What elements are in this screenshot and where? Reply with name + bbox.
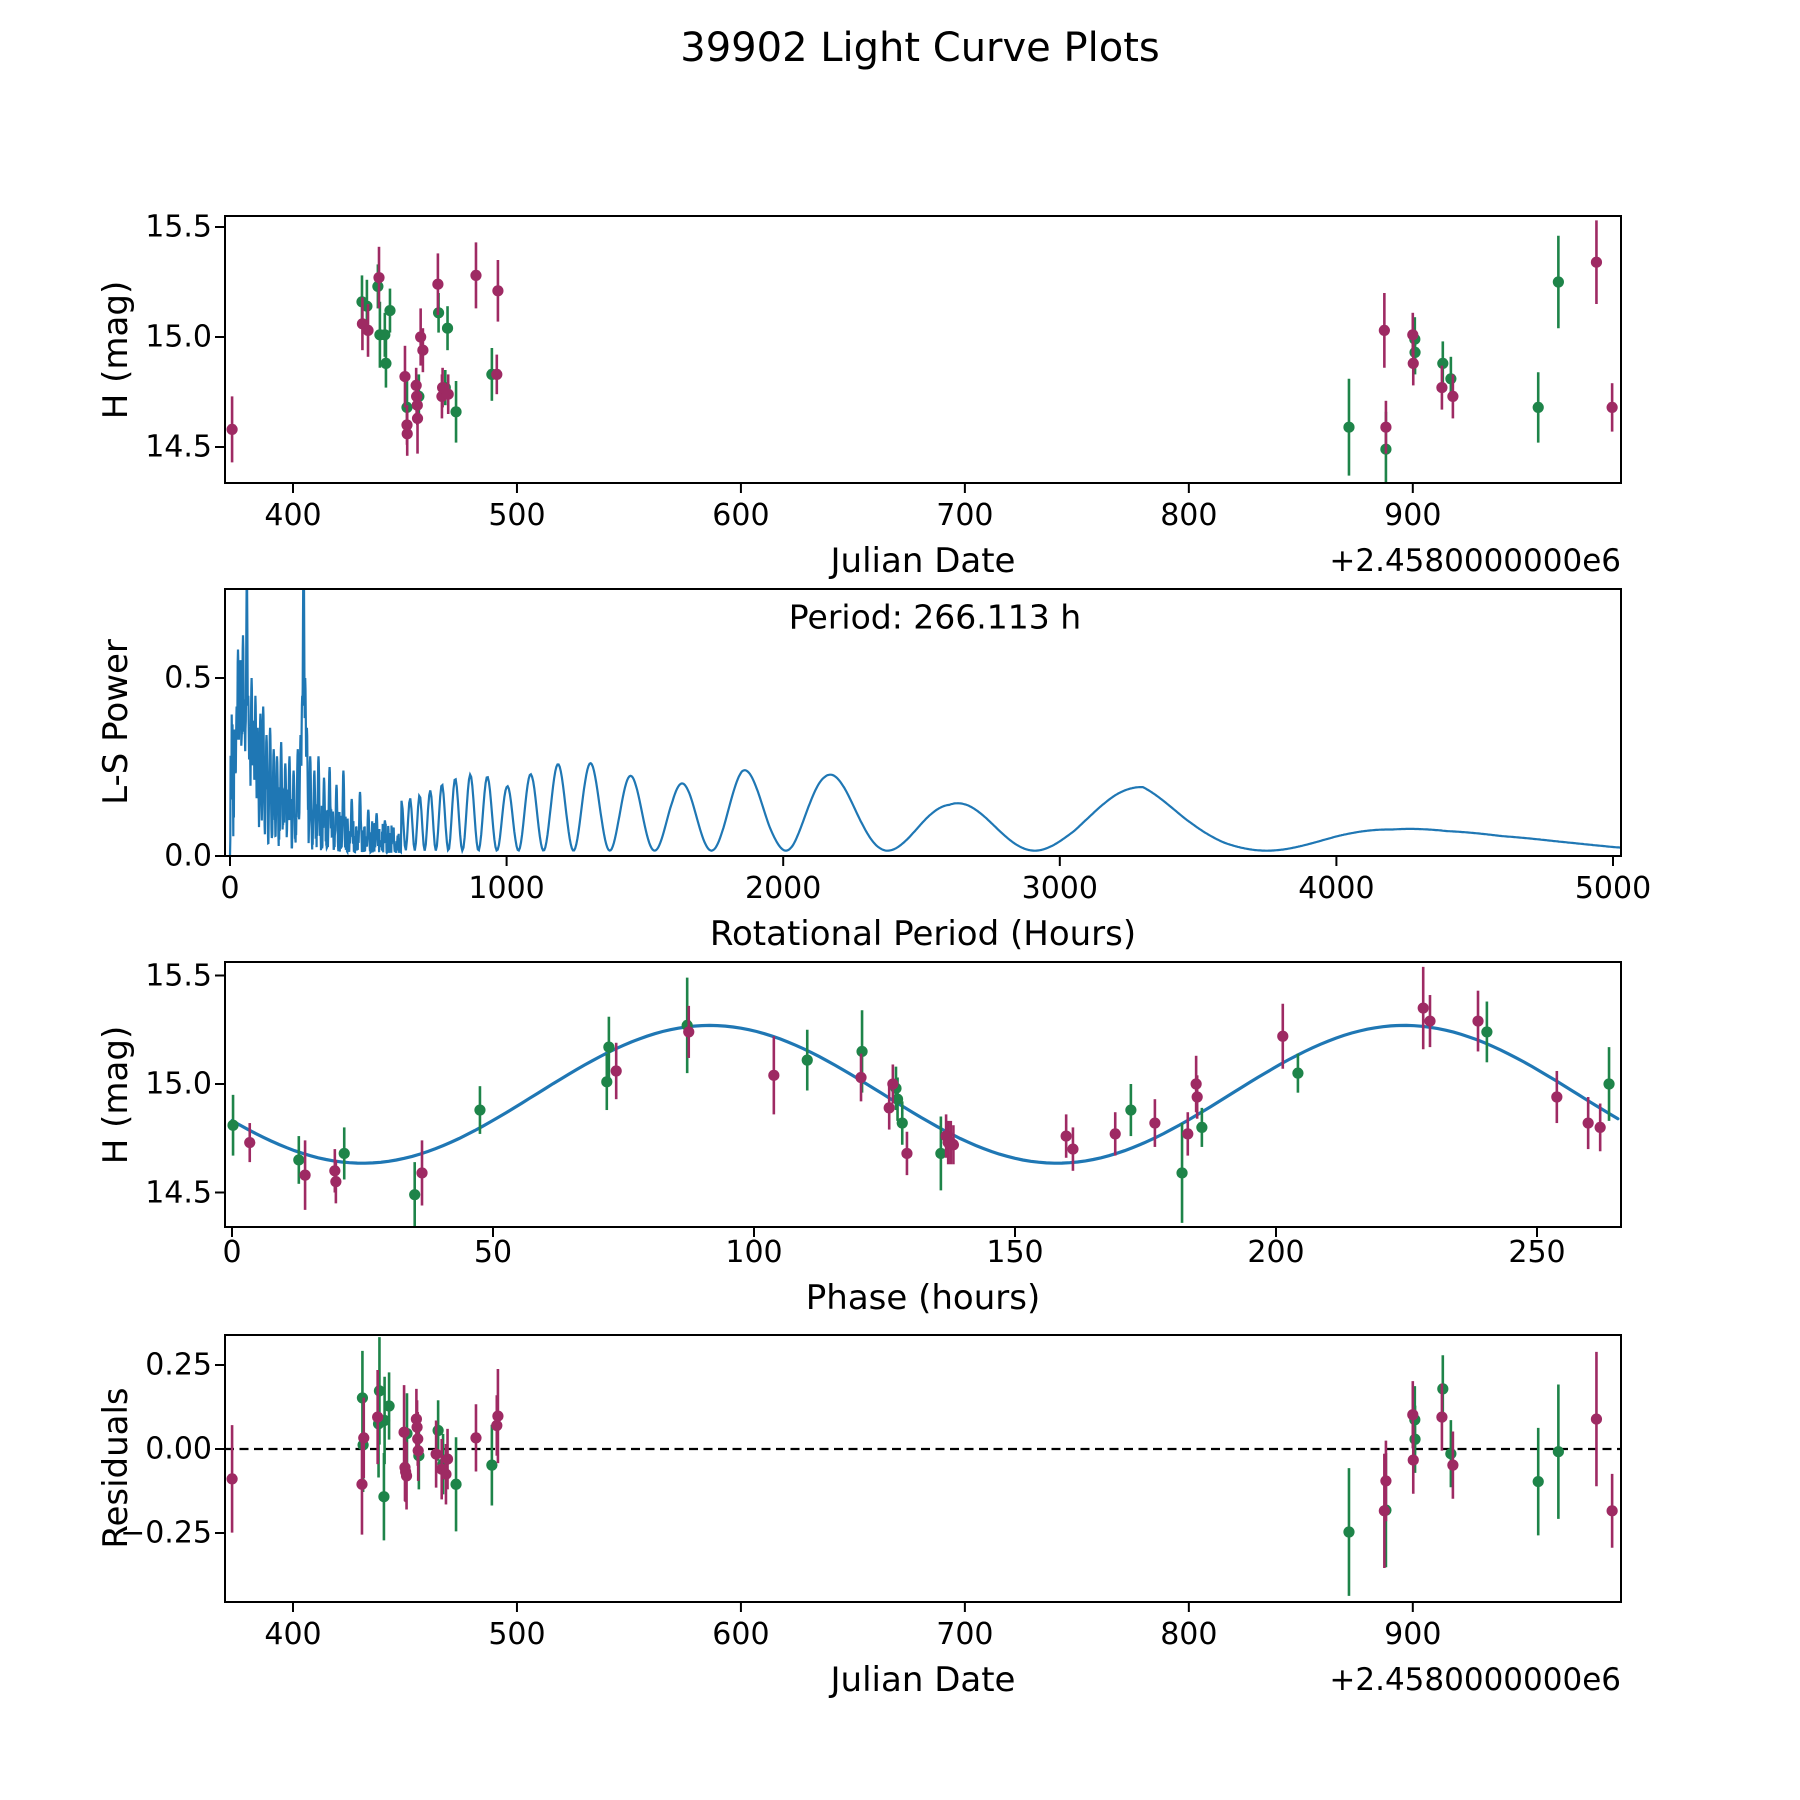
panel1-xtick-700: 700 — [936, 498, 994, 533]
panel2-xtick-4000: 4000 — [1298, 871, 1375, 906]
panel3-xlabel: Phase (hours) — [805, 1278, 1041, 1318]
panel4-ytick-0.25: 0.25 — [145, 1347, 212, 1383]
panel3-ylabel: H (mag) — [96, 1025, 136, 1165]
panel1-xtick-900: 900 — [1384, 498, 1442, 533]
panel2-xtick-3000: 3000 — [1021, 871, 1098, 906]
panel2-xtick-0: 0 — [220, 871, 240, 906]
panel3-xtick-150: 150 — [986, 1235, 1044, 1270]
phase-model-curve — [232, 1025, 1618, 1163]
panel2-ytick-0.0: 0.0 — [164, 838, 212, 874]
panel1-xtick-600: 600 — [712, 498, 770, 533]
panel1-axis-offset: +2.4580000000e6 — [1329, 543, 1621, 579]
panel4-xtick-500: 500 — [488, 1617, 546, 1652]
panel1-ytick-15.0: 15.0 — [145, 319, 212, 355]
panel4-frame — [225, 1335, 1621, 1602]
panel2-xtick-1000: 1000 — [468, 871, 545, 906]
panel4-ytick-0.00: 0.00 — [145, 1431, 212, 1467]
panel1-xtick-400: 400 — [264, 498, 322, 533]
panel1-xlabel: Julian Date — [830, 541, 1016, 581]
panel4-ytick-−0.25: −0.25 — [120, 1515, 212, 1551]
panel4-xlabel: Julian Date — [830, 1660, 1016, 1700]
panel3-xtick-100: 100 — [725, 1235, 783, 1270]
figure-title: 39902 Light Curve Plots — [680, 25, 1160, 71]
panel2-xtick-2000: 2000 — [745, 871, 822, 906]
panel1-xtick-500: 500 — [488, 498, 546, 533]
panel4-xtick-900: 900 — [1384, 1617, 1442, 1652]
panel4-xtick-600: 600 — [712, 1617, 770, 1652]
panel4-xtick-800: 800 — [1160, 1617, 1218, 1652]
panel4-xtick-400: 400 — [264, 1617, 322, 1652]
panel1-points — [226, 220, 1617, 486]
panel3-xtick-50: 50 — [473, 1235, 513, 1270]
panel2-ytick-0.5: 0.5 — [164, 660, 212, 696]
panel1-ytick-14.5: 14.5 — [145, 429, 212, 465]
panel3-xtick-200: 200 — [1247, 1235, 1305, 1270]
panel1-ylabel: H (mag) — [96, 280, 136, 420]
panel3-xtick-0: 0 — [222, 1235, 242, 1270]
panel4-points — [226, 1337, 1617, 1596]
panel1-ytick-15.5: 15.5 — [145, 209, 212, 245]
panel2-xtick-5000: 5000 — [1574, 871, 1652, 906]
panel4-xtick-700: 700 — [936, 1617, 994, 1652]
panel3-ytick-14.5: 14.5 — [145, 1175, 212, 1210]
panel1-xtick-800: 800 — [1160, 498, 1218, 533]
panel3-points — [227, 967, 1614, 1227]
panel3-ytick-15.0: 15.0 — [145, 1066, 212, 1102]
panel4-ylabel: Residuals — [96, 1387, 136, 1549]
panel4-axis-offset: +2.4580000000e6 — [1329, 1662, 1621, 1698]
period-annotation: Period: 266.113 h — [788, 597, 1082, 637]
panel3-ytick-15.5: 15.5 — [145, 958, 212, 993]
panel3-frame — [225, 962, 1621, 1227]
panel2-xlabel: Rotational Period (Hours) — [709, 914, 1137, 954]
panel3-xtick-250: 250 — [1508, 1235, 1566, 1270]
panel2-ylabel: L-S Power — [96, 639, 136, 805]
